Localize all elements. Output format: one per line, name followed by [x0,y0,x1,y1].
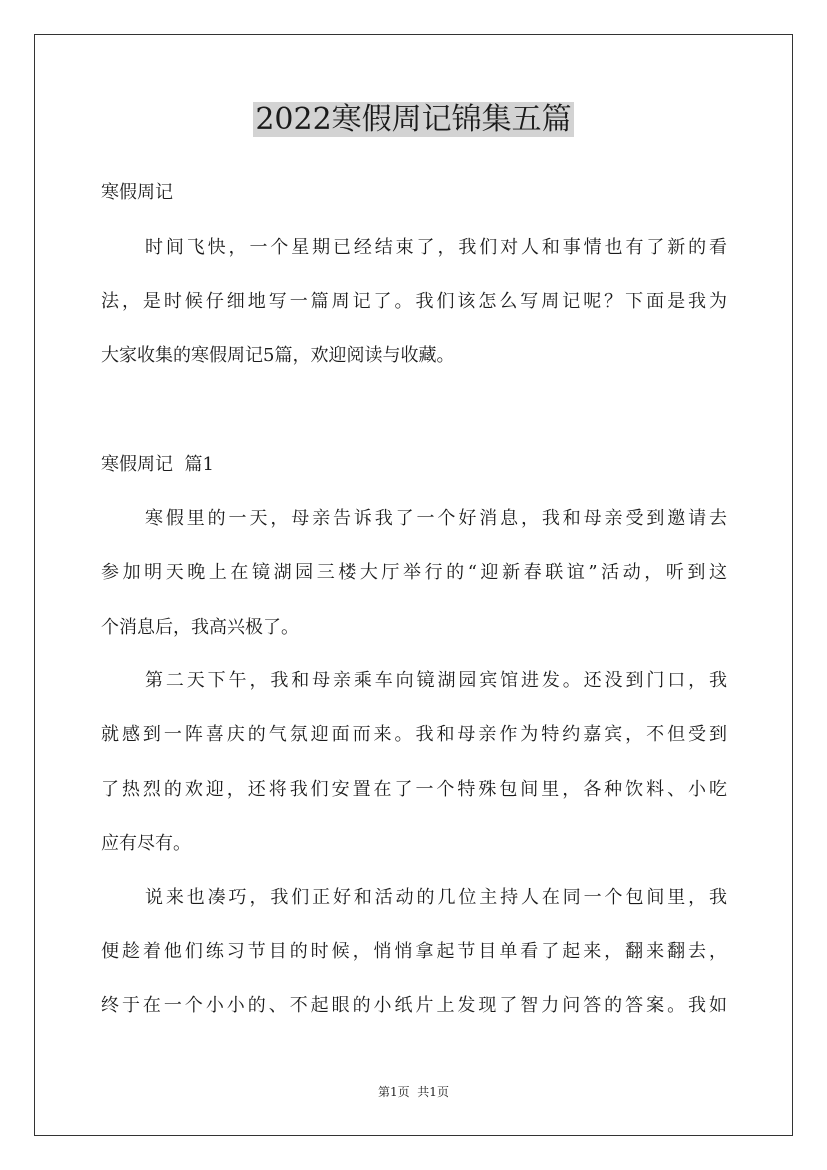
intro-heading: 寒假周记 [101,182,173,203]
document-title [0,98,827,142]
paragraph-line: 参加明天晚上在镜湖园三楼大厅举行的“迎新春联谊”活动，听到这 [101,562,727,583]
paragraph-line: 便趁着他们练习节目的时候，悄悄拿起节目单看了起来，翻来翻去， [101,941,727,962]
paragraph-line: 终于在一个小小的、不起眼的小纸片上发现了智力问答的答案。我如 [101,995,727,1016]
paragraph-line: 说来也凑巧，我们正好和活动的几位主持人在同一个包间里，我 [145,887,727,908]
section-heading: 寒假周记 篇1 [101,454,214,475]
paragraph-line: 应有尽有。 [101,833,191,854]
paragraph-line: 了热烈的欢迎，还将我们安置在了一个特殊包间里，各种饮料、小吃 [101,779,727,800]
intro-line: 时间飞快，一个星期已经结束了，我们对人和事情也有了新的看 [145,237,727,258]
intro-line: 大家收集的寒假周记5篇，欢迎阅读与收藏。 [101,345,455,366]
title-text: 2022寒假周记锦集五篇 [255,102,572,137]
paragraph-line: 寒假里的一天，母亲告诉我了一个好消息，我和母亲受到邀请去 [145,508,727,529]
paragraph-line: 就感到一阵喜庆的气氛迎面而来。我和母亲作为特约嘉宾，不但受到 [101,724,727,745]
page-number-footer: 第1页 共1页 [378,1085,449,1099]
intro-line: 法，是时候仔细地写一篇周记了。我们该怎么写周记呢？下面是我为 [101,291,727,312]
paragraph-line: 第二天下午，我和母亲乘车向镜湖园宾馆进发。还没到门口，我 [145,670,727,691]
paragraph-line: 个消息后，我高兴极了。 [101,617,299,638]
